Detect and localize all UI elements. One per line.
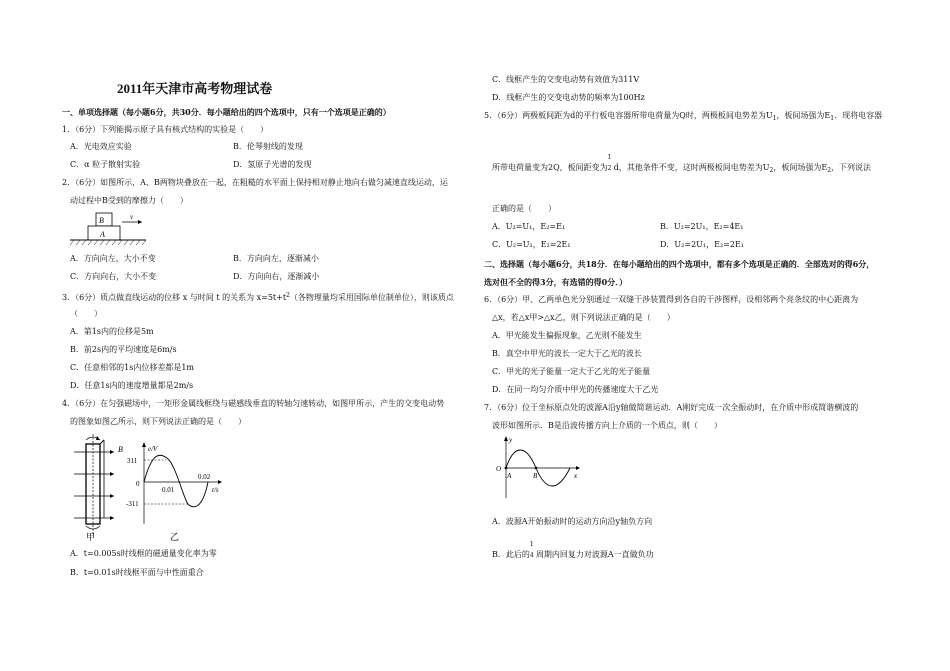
q4-fig-t2: 0.02 [198,473,211,481]
q7-figure [492,434,582,504]
q5-frac-den: 2 [607,165,612,172]
q4-figure-jia [66,430,132,542]
q5-sub-u2: 2 [769,167,774,174]
q4-option-c[interactable]: C．线框产生的交变电动势有效值为311V [492,75,640,84]
q4-option-b[interactable]: B．t=0.01s时线框平面与中性面重合 [70,568,204,577]
q2-fig-label-v: v [130,213,134,221]
q4-fig-origin: 0 [136,480,140,488]
q5-stem-line1 [484,111,882,124]
q2-figure [68,210,148,246]
q5-option-d[interactable]: D．U₂=2U₁，E₂=2E₁ [660,240,744,249]
q5-stem-line2 [492,154,872,176]
q6-stem-line2: △x，若△x甲>△x乙，则下列说法正确的是（ ） [492,313,675,322]
q5-stem2-post: ，下列说法 [831,163,872,172]
q7-option-a[interactable]: A．波源A开始振动时的运动方向沿y轴负方向 [492,517,653,526]
q4-option-d[interactable]: D．线框产生的交变电动势的频率为100Hz [492,93,645,102]
q2-option-a[interactable]: A．方向向左，大小不变 [70,254,156,263]
q7-option-b[interactable] [492,541,654,561]
q5-stem1-post: ．现将电容器 [834,111,883,120]
q3-option-a[interactable]: A．第1s内的位移是5m [70,327,154,336]
q2-stem-line2: 动过程中B受到的摩擦力（ ） [70,196,188,205]
q5-option-c[interactable]: C．U₂=U₁，E₂=2E₁ [492,240,571,249]
q2-fig-label-a: A [100,230,105,239]
q7-stem-line2: 波形如图所示．B是沿波传播方向上介质的一个质点，则（ ） [492,421,722,430]
q3-stem-pre: 3．（6分）质点做直线运动的位移 x 与时间 t 的关系为 x=5t+t [62,293,287,302]
q3-stem-line2: （ ） [70,309,102,318]
q1-option-d[interactable]: D．氢原子光谱的发现 [233,160,312,169]
q4-stem-line1: 4．（6分）在匀强磁场中，一矩形金属线框绕与磁感线垂直的转轴匀速转动，如图甲所示，产生的交变电动势 [62,399,445,408]
q3-option-c[interactable]: C．任意相邻的1s内位移差都是1m [70,363,194,372]
q3-option-b[interactable]: B．前2s内的平均速度是6m/s [70,345,177,354]
q4-fig-label-b: B [118,445,123,454]
q4-fig-t1: 0.01 [162,486,175,494]
q3-option-d[interactable]: D．任意1s内的速度增量都是2m/s [70,381,194,390]
section2-heading-line1: 二、选择题（每小题6分，共18分．在每小题给出的四个选项中，都有多个选项是正确的．全部选对的得6分， [484,259,875,269]
q4-fig-ypos: 311 [127,457,138,465]
q5-sub-u1: 1 [772,115,777,122]
q2-stem-line1: 2．（6分）如图所示，A、B两物块叠放在一起，在粗糙的水平面上保持相对静止地向右做匀减速直线运动，运 [62,178,448,187]
section2-heading-line2: 选对但不全的得3分，有选错的得0分．） [484,277,628,287]
q7-fig-label-a: A [507,472,512,480]
q5-stem1-pre: 5．（6分）两极板间距为d的平行板电容器所带电荷量为Q时，两极板间电势差为U [484,111,773,120]
q5-option-a[interactable]: A．U₂=U₁，E₂=E₁ [492,222,566,231]
q7-frac-den: 4 [529,552,534,559]
q7-fraction [529,541,536,561]
q5-stem2-pre: 所带电荷量变为2Q，板间距变为 [492,163,608,172]
q5-sub-e1: 1 [830,115,835,122]
q2-option-b[interactable]: B．方向向左，逐渐减小 [233,254,319,263]
q3-stem-sup: 2 [286,292,290,299]
section1-heading: 一、单项选择题（每小题6分，共30分．每小题给出的四个选项中，只有一个选项是正确的） [62,107,391,117]
q7-fig-xlabel: x [574,472,578,480]
q4-figure-yi [126,442,226,542]
q7-option-b-pre: B．此后的 [492,550,530,559]
q5-stem2-mid2: ，板间场强为E [773,163,828,172]
q4-fig-xlabel: t/s [212,486,219,494]
q2-fig-label-b: B [99,216,104,225]
q7-stem-line1: 7．（6分）位于坐标原点处的波源A沿y轴做简谐运动．A刚好完成一次全振动时，在介质中形成简谐横波的 [484,403,859,412]
q7-frac-num: 1 [529,541,534,548]
q1-option-c[interactable]: C．α 粒子散射实验 [70,160,141,169]
q5-stem-line3: 正确的是（ ） [492,204,556,213]
q6-option-c[interactable]: C．甲光的光子能量一定大于乙光的光子能量 [492,367,651,376]
q4-fig-ylabel: e/V [148,445,158,453]
q7-option-b-post: 周期内回复力对波源A一直做负功 [535,550,654,559]
q5-frac-num: 1 [607,154,612,161]
q6-option-d[interactable]: D．在同一均匀介质中甲光的传播速度大于乙光 [492,385,659,394]
q1-option-a[interactable]: A．光电效应实验 [70,142,132,151]
q4-stem-line2: 的图象如图乙所示，则下列说法正确的是（ ） [70,417,246,426]
q7-fig-label-b: B [533,472,538,480]
q5-option-b[interactable]: B．U₂=2U₁，E₂=4E₁ [660,222,744,231]
q2-option-c[interactable]: C．方向向右，大小不变 [70,272,157,281]
q6-option-a[interactable]: A．甲光能发生偏振现象，乙光则不能发生 [492,331,642,340]
q5-fraction [607,154,614,174]
q6-option-b[interactable]: B．真空中甲光的波长一定大于乙光的波长 [492,349,642,358]
q2-option-d[interactable]: D．方向向右，逐渐减小 [233,272,320,281]
q5-stem2-mid: d，其他条件不变，这时两极板间电势差为U [613,163,770,172]
q3-stem-post: （各物理量均采用国际单位制单位），则该质点 [289,293,454,302]
page-title: 2011年天津市高考物理试卷 [117,81,273,96]
q7-fig-ylabel: y [509,436,513,444]
q7-fig-origin: O [496,465,502,473]
q3-stem-line1 [62,291,454,303]
q5-stem1-mid: ，板间场强为E [776,111,831,120]
q4-fig-label-yi: 乙 [170,532,180,542]
q1-stem: 1．（6分）下列能揭示原子具有核式结构的实验是（ ） [62,125,269,134]
q1-option-b[interactable]: B．伦琴射线的发现 [233,142,303,151]
q5-sub-e2: 2 [827,167,832,174]
q4-fig-label-jia: 甲 [86,532,96,542]
q4-fig-yneg: -311 [126,500,139,508]
q4-option-a[interactable]: A．t=0.005s时线框的磁通量变化率为零 [70,549,217,558]
q6-stem-line1: 6．（6分）甲、乙两单色光分别通过一双缝干涉装置得到各自的干涉图样，设相邻两个亮条纹的中心距离为 [484,295,859,304]
